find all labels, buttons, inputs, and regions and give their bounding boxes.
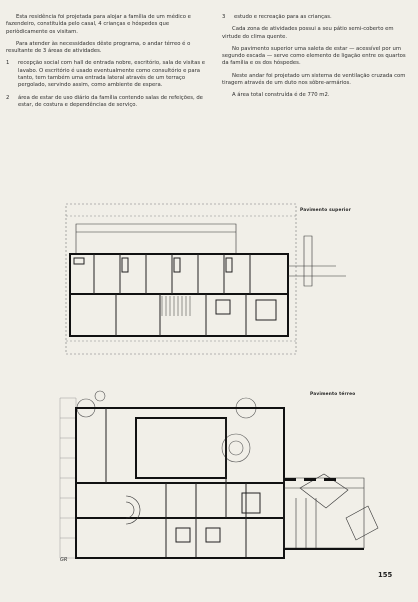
program-intro-paragraph: Para atender às necessidades dêste programa, o andar térreo é o resultante de 3 áreas de atividades. [6,40,191,55]
list-text: estudo e recreação para as crianças. [234,14,332,20]
list-text: recepção social com hall de entrada nobre, escritório, sala de visitas e lavabo. O escritório é usado eventualmente como consultório e para tanto, tem também uma entrada lateral através de um terraço pergolado, servindo assim, como ambiente de espera. [18,60,206,89]
ground-floor-caption: Pavimento térreo [310,392,356,397]
upper-floor-caption: Pavimento superior [300,208,352,213]
list-item [6,95,206,110]
text-column-left [6,14,206,114]
patio-paragraph: Cada zona de atividades possui a seu pátio semi-coberto em virtude do clima quente. [222,26,394,40]
list-number: 2 [6,94,10,101]
intro-paragraph: Esta residência foi projetada para alojar a família de um médico e fazendeiro, constituída pelo casal, 4 crianças e hóspedes que periòdicamente os visitam. [6,14,191,35]
list-text: área de estar de uso diário da família contendo salas de refeições, de estar, de costura e dependências de serviço. [18,94,203,108]
list-number: 3 [222,14,226,20]
list-item [222,14,412,21]
ground-floor-plan [56,378,386,568]
signature: GR [60,557,68,563]
upper-floor-paragraph: No pavimento superior uma saleta de estar — acessível por um segundo escada — serve como elemento de ligação entre os quartos da família e os dos hóspedes. [222,45,406,67]
list-item [6,60,206,89]
upper-floor-plan [56,196,360,360]
text-column-right [222,14,412,105]
list-number: 1 [6,60,10,67]
page-number: 155 [378,571,393,579]
area-paragraph: A área total construída é de 770 m2. [232,92,330,99]
ventilation-paragraph: Neste andar foi projetado um sistema de ventilação cruzada com tiragem através de um duto nos sôbre-armários. [222,72,406,87]
